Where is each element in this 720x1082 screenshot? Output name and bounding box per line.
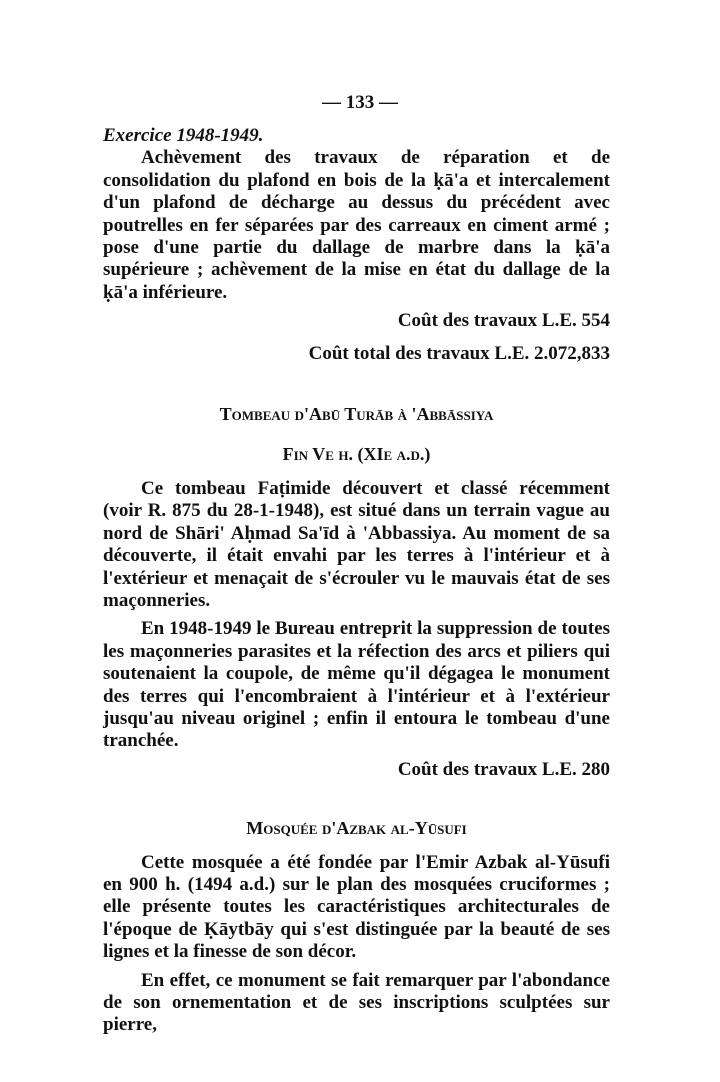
exercise-paragraph: Achèvement des travaux de réparation et de consolidation du plafond en bois de la ḳā'a et intercalement d'un plafond de décharge au dessus du précédent avec poutrelles en fer séparées par des carreaux en ciment armé ; pose d'une partie du dallage de marbre dans la ḳā'a supérieure ; achèvement de la mise en état du dallage de la ḳā'a inférieure.: [103, 147, 610, 303]
page-text-block: [103, 125, 610, 1037]
section-2-title: Mosquée d'Azbak al-Yūsufi: [246, 818, 467, 839]
cost-total-1: Coût total des travaux L.E. 2.072,833: [308, 342, 610, 364]
section-2-paragraph-1: Cette mosquée a été fondée par l'Emir Azbak al-Yūsufi en 900 h. (1494 a.d.) sur le plan des mosquées cruciformes ; elle présente toutes les caractéristiques architecturales de l'époque de Ḳāytbāy qui s'est distinguée par la beauté de ses lignes et la finesse de son décor.: [103, 851, 610, 963]
section-1-paragraph-2: En 1948-1949 le Bureau entreprit la suppression de toutes les maçonneries parasites et la réfection des arcs et piliers qui soutenaient la coupole, de même qu'il dégagea le monument des terres qui l'encombraient à l'intérieur et à l'extérieur jusqu'au niveau originel ; enfin il entoura le tombeau d'une tranchée.: [103, 618, 610, 752]
section-1-subtitle: Fin Ve h. (XIe a.d.): [282, 444, 431, 465]
section-1-paragraph-1: Ce tombeau Faṭimide découvert et classé récemment (voir R. 875 du 28-1-1948), est situé dans un terrain vague au nord de Shāri' Aḥmad Sa'īd à 'Abbassiya. Au moment de sa découverte, il était envahi par les terres à l'intérieur et à l'extérieur et menaçait de s'écrouler vu le mauvais état de ses maçonneries.: [103, 477, 610, 611]
exercise-title: Exercice 1948-1949.: [103, 125, 264, 146]
cost-line-1: Coût des travaux L.E. 554: [397, 310, 610, 332]
section-2-paragraph-2: En effet, ce monument se fait remarquer par l'abondance de son ornementation et de ses inscriptions sculptées sur pierre,: [103, 969, 610, 1036]
page-number: — 133 —: [322, 92, 398, 113]
section-1-title: Tombeau d'Abū Turāb à 'Abbāssiya: [219, 404, 494, 425]
cost-line-2: Coût des travaux L.E. 280: [397, 758, 610, 780]
